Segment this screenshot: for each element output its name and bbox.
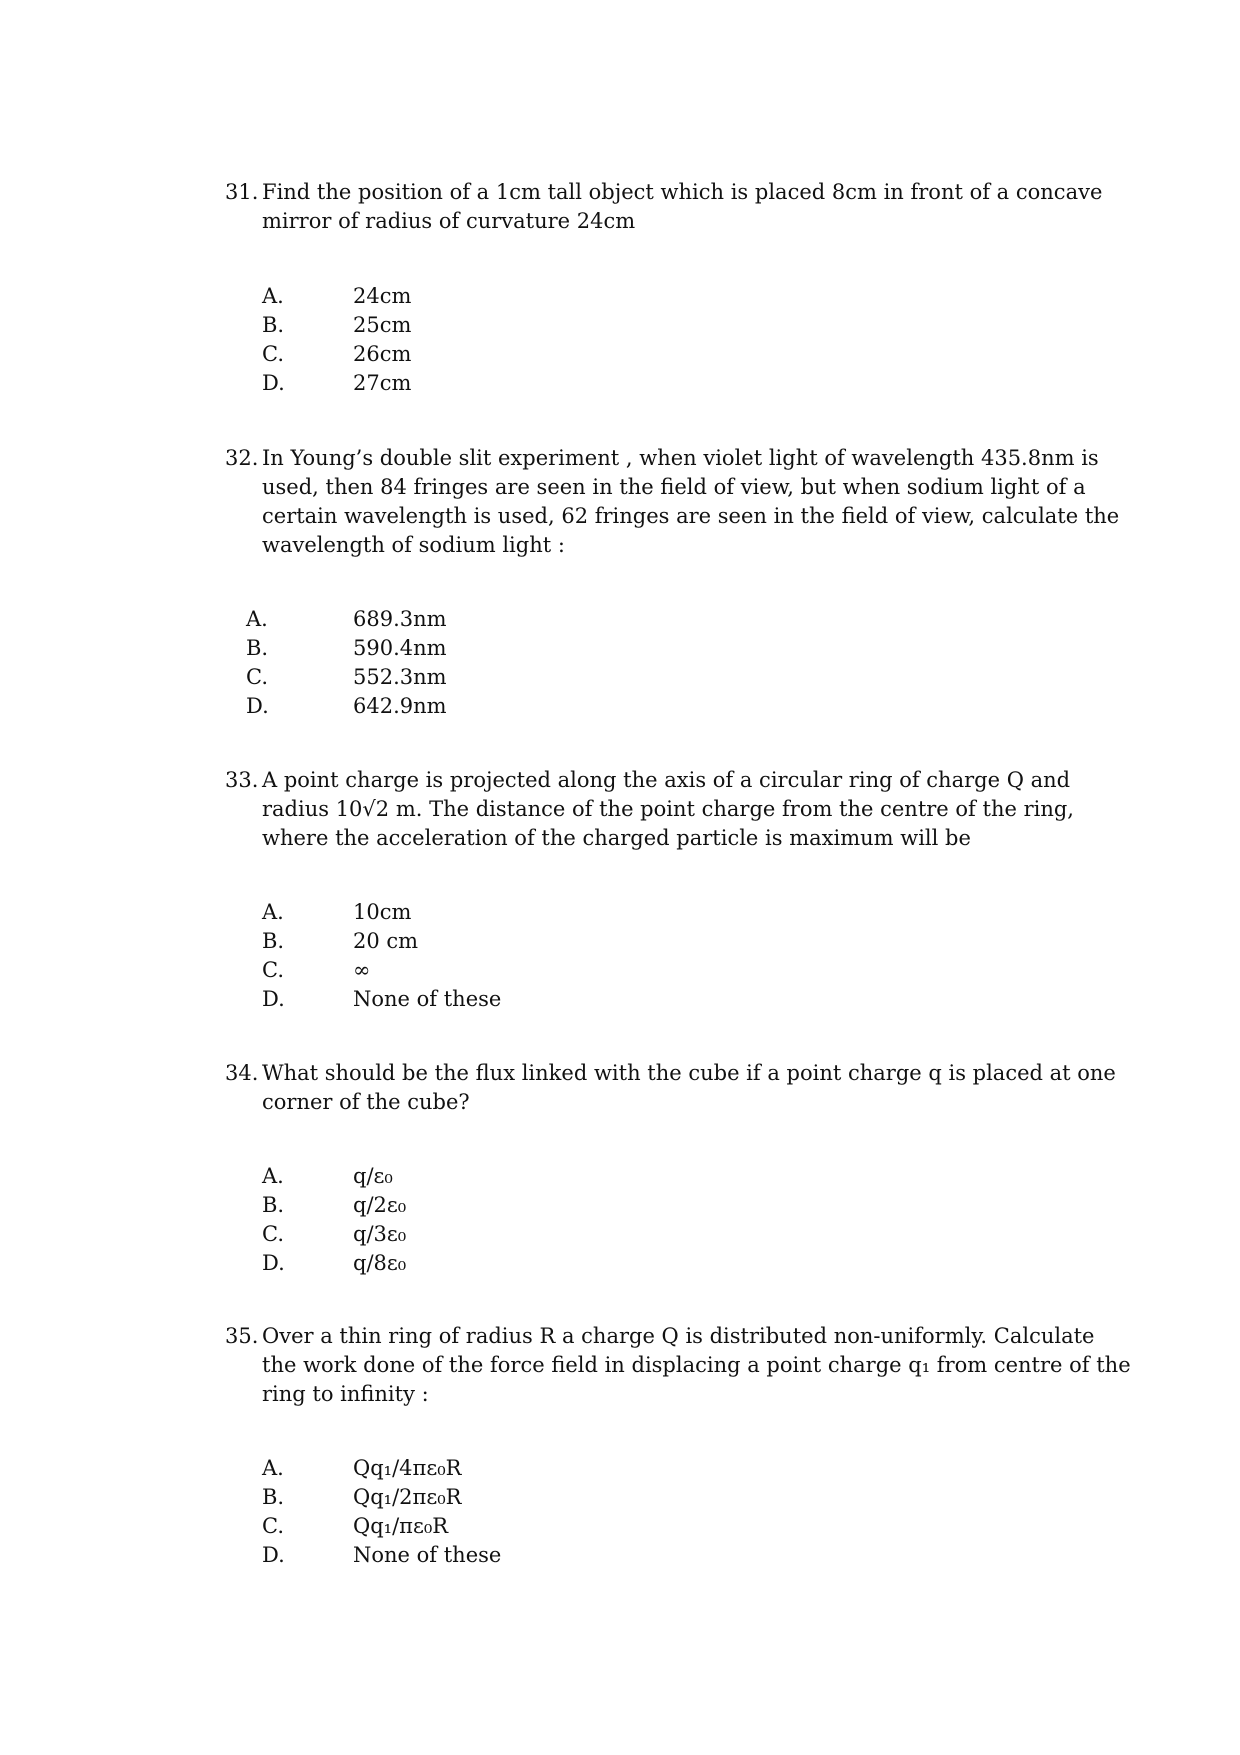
- option-text: None of these: [353, 1543, 502, 1567]
- question-line: [0, 794, 1240, 824]
- question-text: radius 10√2 m. The distance of the point charge from the centre of the ring,: [262, 797, 1074, 821]
- option-c: [0, 1219, 1240, 1249]
- question-text: the work done of the force field in displacing a point charge q₁ from centre of the: [262, 1353, 1131, 1377]
- option-text: 26cm: [353, 342, 412, 366]
- option-letter: C.: [262, 958, 284, 982]
- option-text: 590.4nm: [353, 636, 447, 660]
- question-number: 35.: [225, 1324, 259, 1348]
- option-letter: C.: [262, 342, 284, 366]
- question-line: [0, 765, 1240, 795]
- question-line: [0, 1350, 1240, 1380]
- option-letter: A.: [262, 1164, 284, 1188]
- option-text: 20 cm: [353, 929, 419, 953]
- option-text: 27cm: [353, 371, 412, 395]
- option-a: [0, 281, 1240, 311]
- option-d: [0, 1248, 1240, 1278]
- option-letter: D.: [262, 1543, 285, 1567]
- option-text: Qq₁/4πε₀R: [353, 1456, 462, 1480]
- question-line: [0, 443, 1240, 473]
- option-letter: A.: [246, 607, 268, 631]
- option-text: Qq₁/2πε₀R: [353, 1485, 462, 1509]
- option-text: q/2ε₀: [353, 1193, 407, 1217]
- question-text: certain wavelength is used, 62 fringes are seen in the field of view, calculate the: [262, 504, 1120, 528]
- option-letter: D.: [246, 694, 269, 718]
- option-c: [0, 662, 1240, 692]
- option-a: [0, 1453, 1240, 1483]
- option-text: None of these: [353, 987, 502, 1011]
- question-number: 33.: [225, 768, 259, 792]
- option-c: [0, 1511, 1240, 1541]
- question-line: [0, 1321, 1240, 1351]
- question-text: mirror of radius of curvature 24cm: [262, 209, 636, 233]
- option-letter: C.: [246, 665, 268, 689]
- option-c: [0, 339, 1240, 369]
- question-line: [0, 206, 1240, 236]
- option-text: Qq₁/πε₀R: [353, 1514, 449, 1538]
- question-number: 34.: [225, 1061, 259, 1085]
- option-a: [0, 1161, 1240, 1191]
- option-text: 552.3nm: [353, 665, 447, 689]
- option-text: 25cm: [353, 313, 412, 337]
- option-text: 689.3nm: [353, 607, 447, 631]
- question-text: Find the position of a 1cm tall object which is placed 8cm in front of a concave: [262, 180, 1103, 204]
- option-letter: B.: [262, 929, 285, 953]
- option-letter: D.: [262, 371, 285, 395]
- option-letter: D.: [262, 987, 285, 1011]
- question-text: where the acceleration of the charged particle is maximum will be: [262, 826, 971, 850]
- option-a: [0, 604, 1240, 634]
- option-text: 642.9nm: [353, 694, 447, 718]
- option-letter: B.: [262, 1485, 285, 1509]
- option-b: [0, 310, 1240, 340]
- question-text: corner of the cube?: [262, 1090, 470, 1114]
- option-letter: B.: [262, 313, 285, 337]
- question-line: [0, 1379, 1240, 1409]
- option-d: [0, 1540, 1240, 1570]
- option-letter: C.: [262, 1514, 284, 1538]
- option-b: [0, 926, 1240, 956]
- option-text: 10cm: [353, 900, 412, 924]
- question-text: A point charge is projected along the axis of a circular ring of charge Q and: [262, 768, 1071, 792]
- question-number: 32.: [225, 446, 259, 470]
- option-b: [0, 633, 1240, 663]
- question-line: [0, 1087, 1240, 1117]
- question-line: [0, 530, 1240, 560]
- question-text: In Young’s double slit experiment , when violet light of wavelength 435.8nm is: [262, 446, 1099, 470]
- option-a: [0, 897, 1240, 927]
- option-text: ∞: [353, 958, 371, 982]
- option-c: [0, 955, 1240, 985]
- option-letter: D.: [262, 1251, 285, 1275]
- option-letter: A.: [262, 900, 284, 924]
- option-letter: A.: [262, 284, 284, 308]
- option-text: q/ε₀: [353, 1164, 393, 1188]
- question-line: [0, 1058, 1240, 1088]
- option-letter: A.: [262, 1456, 284, 1480]
- option-b: [0, 1482, 1240, 1512]
- option-text: 24cm: [353, 284, 412, 308]
- option-d: [0, 984, 1240, 1014]
- question-text: Over a thin ring of radius R a charge Q is distributed non-uniformly. Calculate: [262, 1324, 1095, 1348]
- option-b: [0, 1190, 1240, 1220]
- question-line: [0, 823, 1240, 853]
- option-letter: B.: [246, 636, 269, 660]
- question-number: 31.: [225, 180, 259, 204]
- option-text: q/8ε₀: [353, 1251, 407, 1275]
- option-text: q/3ε₀: [353, 1222, 407, 1246]
- question-text: wavelength of sodium light :: [262, 533, 565, 557]
- option-d: [0, 368, 1240, 398]
- question-line: [0, 177, 1240, 207]
- question-line: [0, 501, 1240, 531]
- question-text: used, then 84 fringes are seen in the field of view, but when sodium light of a: [262, 475, 1086, 499]
- option-d: [0, 691, 1240, 721]
- question-text: ring to infinity :: [262, 1382, 429, 1406]
- question-text: What should be the flux linked with the cube if a point charge q is placed at one: [262, 1061, 1116, 1085]
- question-line: [0, 472, 1240, 502]
- option-letter: C.: [262, 1222, 284, 1246]
- option-letter: B.: [262, 1193, 285, 1217]
